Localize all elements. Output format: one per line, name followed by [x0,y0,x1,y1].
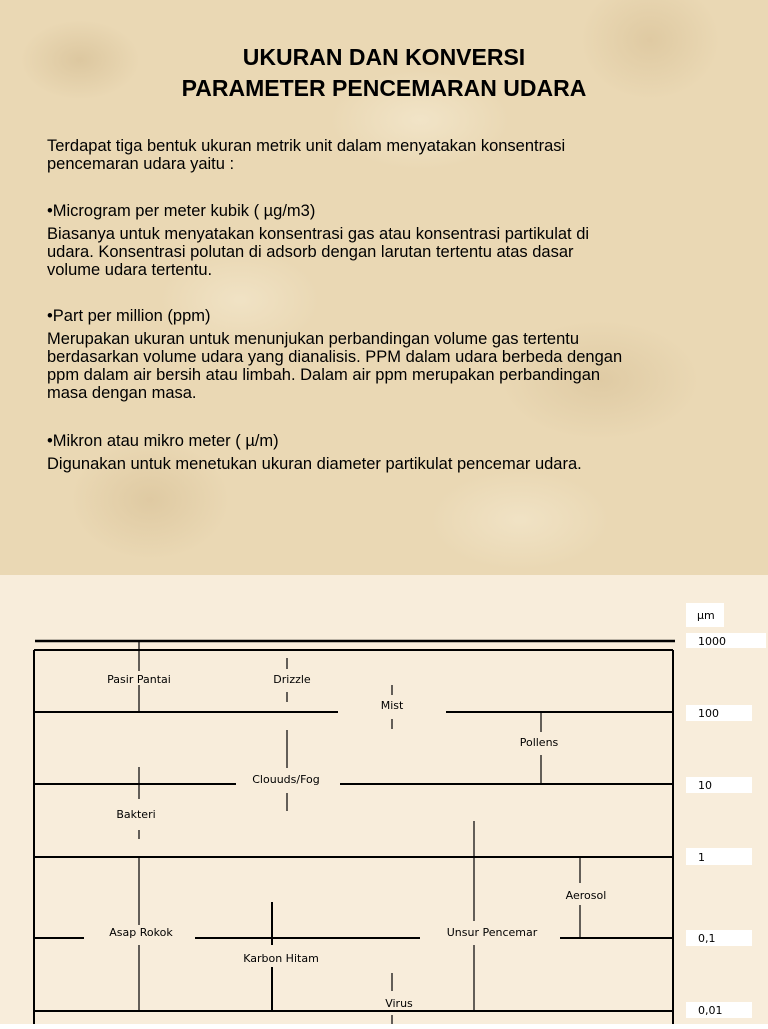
item-ppm [47,307,737,402]
scale-label: 1000 [698,635,726,648]
item-text-line: Merupakan ukuran untuk menunjukan perbandingan volume gas tertentu [47,330,580,348]
item-text-line: udara. Konsentrasi polutan di adsorb dengan larutan tertentu atas dasar [47,243,574,261]
scale-box [686,777,752,793]
scale-column [686,603,766,1018]
label-pollens: Pollens [519,736,559,749]
intro-line: pencemaran udara yaitu : [47,155,235,173]
particle-labels [107,673,606,1010]
label-aerosol: Aerosol [565,889,607,902]
scale-box [686,848,752,865]
item-microgram [47,202,737,279]
scale-label: 100 [698,707,719,720]
scale-box [686,705,752,721]
intro-paragraph [47,137,737,173]
item-heading: •Microgram per meter kubik ( µg/m3) [47,202,316,220]
item-mikron [47,432,737,473]
item-text-line: masa dengan masa. [47,384,197,402]
label-asap-rokok: Asap Rokok [109,926,173,939]
label-unsur-pencemar: Unsur Pencemar [446,926,538,939]
scale-label: 0,1 [698,932,716,945]
particle-size-chart [0,575,768,1024]
item-text [47,225,737,279]
item-text-line: Digunakan untuk menetukan ukuran diameter partikulat pencemar udara. [47,455,582,473]
label-clouds-fog: Clouuds/Fog [252,773,320,786]
item-text-line: ppm dalam air bersih atau limbah. Dalam air ppm merupakan perbandingan [47,366,601,384]
item-heading: •Part per million (ppm) [47,307,211,325]
scale-label: 0,01 [698,1004,723,1017]
scale-label: 10 [698,779,712,792]
unit-label: µm [697,609,715,622]
item-text-line: berdasarkan volume udara yang dianalisis. PPM dalam udara berbeda dengan [47,348,623,366]
label-karbon-hitam: Karbon Hitam [243,952,319,965]
item-heading: •Mikron atau mikro meter ( µ/m) [47,432,279,450]
label-bakteri: Bakteri [116,808,156,821]
item-text [47,330,737,402]
diagram-lines [34,641,675,1024]
item-text [47,455,737,473]
label-pasir-pantai: Pasir Pantai [107,673,171,686]
item-text-line: volume udara tertentu. [47,261,213,279]
scale-label: 1 [698,851,705,864]
scale-box [686,930,752,946]
label-drizzle: Drizzle [273,673,311,686]
label-virus: Virus [385,997,413,1010]
item-text-line: Biasanya untuk menyatakan konsentrasi gas atau konsentrasi partikulat di [47,225,590,243]
label-mist: Mist [380,699,404,712]
page-title-line-2: PARAMETER PENCEMARAN UDARA [181,75,587,101]
particle-size-diagram [0,575,768,1024]
intro-line: Terdapat tiga bentuk ukuran metrik unit dalam menyatakan konsentrasi [47,137,566,155]
page-title-line-1: UKURAN DAN KONVERSI [242,44,526,70]
